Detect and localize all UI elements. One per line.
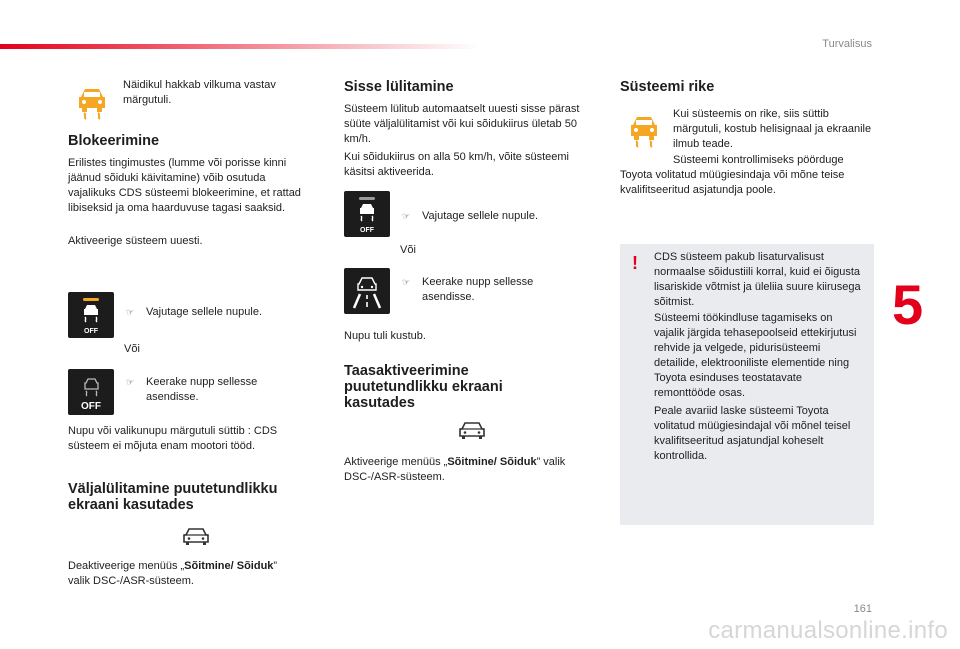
header-accent-bar xyxy=(0,44,480,49)
note-paragraph-3: Peale avariid laske süsteemi Toyota volitatud müügiesindajal või mõnel teisel kvalifitseeritud asjatundjal koheselt kontrollida. xyxy=(654,405,851,462)
heading-touch-off: Väljalülitamine puutetundlikku ekraani kasutades xyxy=(68,481,278,513)
blocking-paragraph: Erilistes tingimustes (lumme või porisse kinni jäänud sõiduki käivitamine) võib osutuda vajalikuks CDS süsteemi blokeerimine, et rattad libiseksid ja oma haarduvuse tagasi saaksid. xyxy=(68,157,301,214)
svg-text:OFF: OFF xyxy=(81,401,101,412)
step-turn-text: Keerake nupp sellesse asendisse. xyxy=(422,276,534,303)
skid-off-button-icon xyxy=(344,191,390,237)
chapter-number: 5 xyxy=(892,273,924,336)
car-menu-icon xyxy=(457,420,487,442)
skid-warning-light-icon xyxy=(74,84,110,120)
switch-on-paragraph: Süsteem lülitub automaatselt uuesti sisse pärast süüte väljalülitamist või kui sõidukiirus ületab 50 km/h. xyxy=(344,103,580,145)
step-turn-text: Keerake nupp sellesse asendisse. xyxy=(146,376,258,403)
heading-switch-on: Sisse lülitamine xyxy=(344,79,454,95)
svg-text:OFF: OFF xyxy=(84,328,98,335)
section-tag: Turvalisus xyxy=(822,38,872,50)
step-press-text: Vajutage sellele nupule. xyxy=(146,306,262,318)
or-label: Või xyxy=(124,343,140,355)
note-paragraph-2: Süsteemi töökindluse tagamiseks on vajalik järgida tehasepoolseid ettekirjutusi rehvide ja velgede, pidurisüsteemi detailide, elektrooniliste elementide ning Toyota esinduses teostatavate remonttööde osas. xyxy=(654,312,857,399)
note-paragraph-1: CDS süsteem pakub lisaturvalisust normaalse sõidustiili korral, kuid ei õigusta lisariskide võtmist ja üleliia suure kiirusega sõitmist. xyxy=(654,251,861,308)
watermark: carmanualsonline.info xyxy=(708,617,948,644)
step-press-text: Vajutage sellele nupule. xyxy=(422,210,538,222)
bullet-icon: ☞ xyxy=(126,307,135,317)
svg-text:OFF: OFF xyxy=(360,227,374,234)
skid-warning-light-icon xyxy=(626,112,662,148)
result-text: Nupu tuli kustub. xyxy=(344,330,426,342)
touch-on-instruction: Aktiveerige menüüs „Sõitmine/ Sõiduk” valik DSC-/ASR-süsteem. xyxy=(344,456,566,483)
skid-knob-on-position-icon xyxy=(344,268,390,314)
page-number: 161 xyxy=(853,603,872,615)
touch-off-instruction: Deaktiveerige menüüs „Sõitmine/ Sõiduk” valik DSC-/ASR-süsteem. xyxy=(68,560,278,587)
fault-text: Kui süsteemis on rike, siis süttib märgutuli, kostub helisignaal ja ekraanile ilmub teade. xyxy=(673,108,872,150)
bullet-icon: ☞ xyxy=(402,277,411,287)
intro-text: Näidikul hakkab vilkuma vastav märgutuli. xyxy=(123,79,276,106)
skid-off-button-icon xyxy=(68,292,114,338)
skid-off-knob-position-icon xyxy=(68,369,114,415)
bullet-icon: ☞ xyxy=(126,377,135,387)
heading-blocking: Blokeerimine xyxy=(68,133,160,149)
car-menu-icon xyxy=(181,526,211,548)
bullet-icon: ☞ xyxy=(402,211,411,221)
switch-on-paragraph-2: Kui sõidukiirus on alla 50 km/h, võite süsteemi käsitsi aktiveerida. xyxy=(344,151,569,178)
exclamation-icon: ! xyxy=(632,253,638,273)
heading-system-fault: Süsteemi rike xyxy=(620,79,715,95)
or-label: Või xyxy=(400,244,416,256)
blocking-paragraph-2: Aktiveerige süsteem uuesti. xyxy=(68,235,203,247)
heading-touch-on: Taasaktiveerimine puutetundlikku ekraani kasutades xyxy=(344,363,503,411)
fault-text-2: Süsteemi kontrollimiseks pöörduge Toyota volitatud müügiesindaja või mõne teise kvalifitseeritud asjatundja poole. xyxy=(620,154,845,196)
result-text: Nupu või valikunupu märgutuli süttib : CDS süsteem ei mõjuta enam mootori tööd. xyxy=(68,425,278,452)
